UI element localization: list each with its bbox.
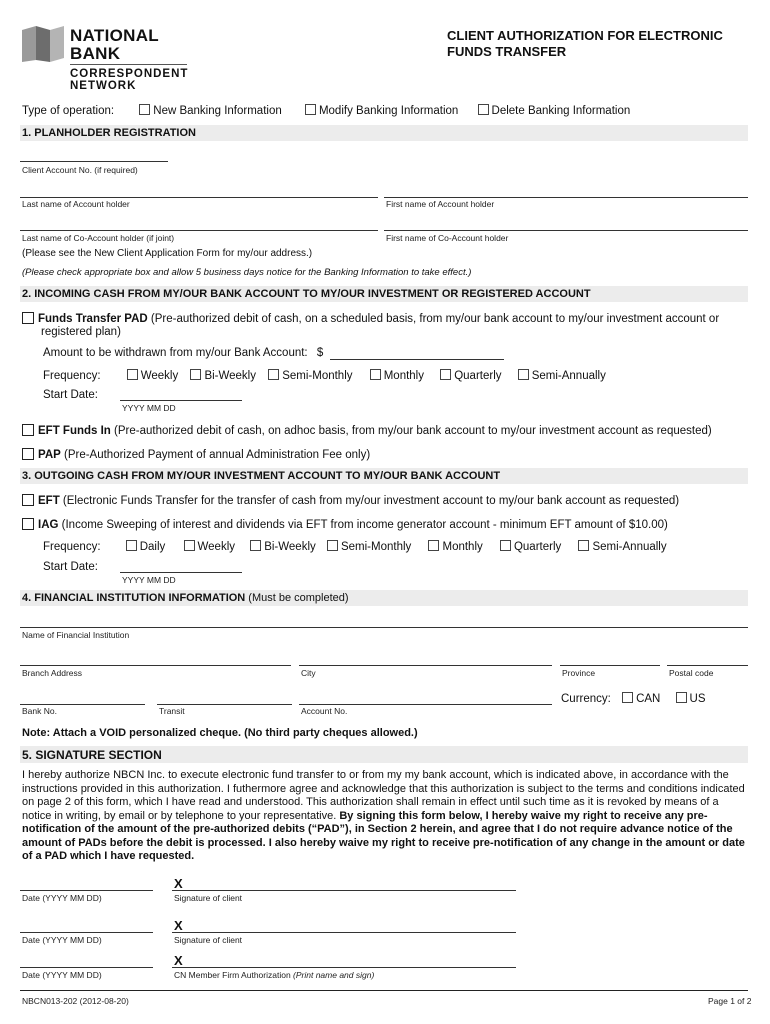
sig1-label: Signature of client [174, 893, 243, 903]
form-title-line1: CLIENT AUTHORIZATION FOR ELECTRONIC [447, 28, 723, 43]
sig2-line[interactable] [172, 932, 516, 933]
freq-label: Quarterly [454, 370, 502, 382]
postal-line[interactable] [667, 665, 748, 666]
authorization-paragraph [22, 769, 748, 864]
amount-label: Amount to be withdrawn from my/our Bank Account: [43, 347, 308, 359]
authorization-text: I hereby authorize NBCN Inc. to execute electronic fund transfer to or from my my bank account, which is indicated above, in accordance with the instructions provided in this authorization. I futhermore agree and acknowledge that this authorization is subject to the terms and conditions indicated on page 2 of this form, which I have read and understood. This authorization shall remain in effect until such time as it is revoked by means of a notice in writing, by email or by telephone to your representative. [22, 769, 745, 822]
currency-row [561, 692, 706, 705]
checkbox-icon [250, 540, 261, 551]
province-label: Province [562, 668, 596, 678]
freq-label: Bi-Weekly [204, 370, 256, 382]
city-label: City [301, 668, 316, 678]
freq-label: Quarterly [513, 541, 562, 553]
s2-freq-semimonthly[interactable] [268, 369, 352, 382]
iag-title: IAG [38, 519, 59, 531]
s3-frequency-row [43, 540, 667, 553]
s2-freq-semiannually[interactable] [518, 369, 606, 382]
s3-freq-biweekly[interactable] [250, 540, 316, 553]
form-code: NBCN013-202 (2012-08-20) [22, 996, 129, 1006]
s2-start-label: Start Date: [43, 389, 98, 401]
logo-national: NATIONAL [70, 26, 159, 45]
operation-row [22, 104, 630, 117]
logo-correspondent: CORRESPONDENT [70, 68, 189, 80]
section4-title-row [22, 592, 349, 604]
freq-label: Bi-Weekly [264, 541, 316, 553]
sig3-line[interactable] [172, 967, 516, 968]
first-name-line[interactable] [384, 197, 748, 198]
first-name-co-line[interactable] [384, 230, 748, 231]
checkbox-icon [578, 540, 589, 551]
s3-freq-weekly[interactable] [184, 540, 236, 553]
bank-no-label: Bank No. [22, 706, 57, 716]
s3-freq-quarterly[interactable] [500, 540, 561, 553]
cn-member-hint: (Print name and sign) [290, 970, 375, 980]
freq-label: Monthly [442, 541, 483, 553]
page-number: Page 1 of 2 [708, 996, 752, 1006]
account-no-line[interactable] [299, 704, 552, 705]
last-name-label: Last name of Account holder [22, 199, 130, 209]
section2-title: 2. INCOMING CASH FROM MY/OUR BANK ACCOUNT TO MY/OUR INVESTMENT OR REGISTERED ACCOUNT [22, 288, 591, 300]
pap-description: (Pre-Authorized Payment of annual Administration Fee only) [60, 449, 371, 461]
eft-out-description: (Electronic Funds Transfer for the transfer of cash from my/our investment account to my/our bank account as requested) [59, 495, 680, 507]
logo-bank: BANK [70, 44, 121, 63]
fin-inst-label: Name of Financial Institution [22, 630, 130, 640]
checkbox-icon [518, 369, 529, 380]
sig1-line[interactable] [172, 890, 516, 891]
op-modify-checkbox[interactable] [305, 104, 458, 117]
freq-label: Semi-Annually [531, 370, 606, 382]
op-delete-label: Delete Banking Information [491, 105, 631, 117]
last-name-co-label: Last name of Co-Account holder (if joint) [22, 233, 175, 243]
logo-mark-icon [20, 24, 66, 64]
form-title-line2: FUNDS TRANSFER [447, 44, 567, 59]
pap-title: PAP [38, 449, 61, 461]
s2-start-date-line[interactable] [120, 400, 242, 401]
s2-frequency-label: Frequency: [43, 370, 101, 382]
currency-can[interactable] [622, 692, 660, 705]
s2-freq-weekly[interactable] [127, 369, 179, 382]
freq-label: Semi-Annually [592, 541, 667, 553]
checkbox-icon [305, 104, 316, 115]
cn-member-label: CN Member Firm Authorization [174, 970, 291, 980]
account-no-label: Account No. [301, 706, 348, 716]
s2-freq-quarterly[interactable] [440, 369, 501, 382]
void-cheque-note: Note: Attach a VOID personalized cheque. (No third party cheques allowed.) [22, 727, 418, 739]
logo-network: NETWORK [70, 80, 137, 92]
checkbox-icon [676, 692, 687, 703]
eft-in-description: (Pre-authorized debit of cash, on adhoc basis, from my/our bank account to my/our investment account as requested) [110, 425, 712, 437]
eft-in-row[interactable] [22, 424, 712, 437]
branch-line[interactable] [20, 665, 291, 666]
operation-label: Type of operation: [22, 105, 115, 117]
iag-row[interactable] [22, 518, 668, 531]
freq-label: Monthly [383, 370, 424, 382]
pad-row[interactable] [22, 312, 719, 325]
fin-inst-line[interactable] [20, 627, 748, 628]
checkbox-icon [190, 369, 201, 380]
freq-label: Semi-Monthly [340, 541, 412, 553]
checkbox-icon [126, 540, 137, 551]
s3-freq-daily[interactable] [126, 540, 166, 553]
section4-title-suffix: (Must be completed) [245, 592, 349, 604]
freq-label: Weekly [197, 541, 235, 553]
section5-title: 5. SIGNATURE SECTION [22, 748, 162, 762]
checkbox-icon [139, 104, 150, 115]
branch-label: Branch Address [22, 668, 83, 678]
checkbox-icon [500, 540, 511, 551]
client-account-label: Client Account No. (if required) [22, 165, 138, 175]
pad-title: Funds Transfer PAD [38, 313, 148, 325]
authorization-waiver-text: By signing this form below, I hereby waive my right to receive any pre-notification of the amount of the pre-authorized debits (“PAD”), in Section 2 herein, and agree that I do not require advance notice of the amount of PADs before the debit is processed. I also hereby waive my right to receive pre-notification of any change in the amount or date of a PAD which I have requested. [22, 809, 745, 862]
s3-date-format: YYYY MM DD [122, 575, 176, 585]
client-account-line[interactable] [20, 161, 168, 162]
s3-frequency-label: Frequency: [43, 541, 101, 553]
pad-description: (Pre-authorized debit of cash, on a scheduled basis, from my/our bank account to my/our investment account or [147, 313, 720, 325]
freq-label: Semi-Monthly [282, 370, 353, 382]
checkbox-icon [327, 540, 338, 551]
s2-date-format: YYYY MM DD [122, 403, 176, 413]
section3-title: 3. OUTGOING CASH FROM MY/OUR INVESTMENT ACCOUNT TO MY/OUR BANK ACCOUNT [22, 470, 501, 482]
city-line[interactable] [299, 665, 552, 666]
date1-line[interactable] [20, 890, 153, 891]
dollar-sign: $ [316, 347, 324, 359]
op-modify-label: Modify Banking Information [318, 105, 459, 117]
s3-freq-semiannually[interactable] [578, 540, 666, 553]
checkbox-icon [622, 692, 633, 703]
amount-input-line[interactable] [330, 359, 504, 360]
op-delete-checkbox[interactable] [478, 104, 631, 117]
checkbox-icon [127, 369, 138, 380]
effect-note: (Please check appropriate box and allow 5 business days notice for the Banking Information to take effect.) [22, 267, 472, 278]
checkbox-icon [184, 540, 195, 551]
section1-title: 1. PLANHOLDER REGISTRATION [22, 127, 196, 139]
op-new-label: New Banking Information [153, 105, 282, 117]
sig1-x-mark: X [174, 876, 183, 891]
pad-checkbox-icon[interactable] [22, 312, 34, 324]
date3-line[interactable] [20, 967, 153, 968]
transit-label: Transit [159, 706, 185, 716]
freq-label: Weekly [140, 370, 179, 382]
amount-row [43, 347, 323, 359]
bank-logo [20, 22, 195, 94]
checkbox-icon [440, 369, 451, 380]
freq-label: Daily [139, 541, 166, 553]
postal-label: Postal code [669, 668, 714, 678]
op-new-checkbox[interactable] [139, 104, 281, 117]
currency-label: Currency: [561, 693, 611, 705]
eft-out-row[interactable] [22, 494, 679, 507]
date1-label: Date (YYYY MM DD) [22, 893, 102, 903]
s3-freq-monthly[interactable] [428, 540, 482, 553]
date3-label: Date (YYYY MM DD) [22, 970, 102, 980]
sig3-x-mark: X [174, 953, 183, 968]
pad-description-cont: registered plan) [41, 326, 121, 338]
pap-row[interactable] [22, 448, 370, 461]
iag-description: (Income Sweeping of interest and dividends via EFT from income generator account - minimum EFT amount of $10.00) [58, 519, 668, 531]
checkbox-icon [268, 369, 279, 380]
checkbox-icon [478, 104, 489, 115]
section4-title: 4. FINANCIAL INSTITUTION INFORMATION [22, 592, 246, 604]
s3-start-date-line[interactable] [120, 572, 242, 573]
footer-divider [20, 990, 748, 991]
date2-label: Date (YYYY MM DD) [22, 935, 102, 945]
s3-freq-semimonthly[interactable] [327, 540, 411, 553]
address-note: (Please see the New Client Application Form for my/our address.) [22, 248, 313, 259]
eft-in-checkbox-icon[interactable] [22, 424, 34, 436]
last-name-co-line[interactable] [20, 230, 378, 231]
iag-checkbox-icon[interactable] [22, 518, 34, 530]
currency-can-label: CAN [636, 693, 661, 705]
last-name-line[interactable] [20, 197, 378, 198]
currency-us-label: US [689, 693, 706, 705]
s2-freq-monthly[interactable] [370, 369, 424, 382]
pap-checkbox-icon[interactable] [22, 448, 34, 460]
cn-member-label-row [174, 970, 374, 980]
eft-out-title: EFT [38, 495, 60, 507]
checkbox-icon [370, 369, 381, 380]
eft-in-title: EFT Funds In [38, 425, 111, 437]
s2-frequency-row [43, 369, 606, 382]
eft-out-checkbox-icon[interactable] [22, 494, 34, 506]
currency-us[interactable] [676, 692, 706, 705]
first-name-label: First name of Account holder [386, 199, 495, 209]
first-name-co-label: First name of Co-Account holder [386, 233, 509, 243]
checkbox-icon [428, 540, 439, 551]
transit-line[interactable] [157, 704, 292, 705]
bank-no-line[interactable] [20, 704, 145, 705]
sig2-x-mark: X [174, 918, 183, 933]
s2-freq-biweekly[interactable] [190, 369, 256, 382]
date2-line[interactable] [20, 932, 153, 933]
s3-start-label: Start Date: [43, 561, 98, 573]
sig2-label: Signature of client [174, 935, 243, 945]
province-line[interactable] [560, 665, 660, 666]
